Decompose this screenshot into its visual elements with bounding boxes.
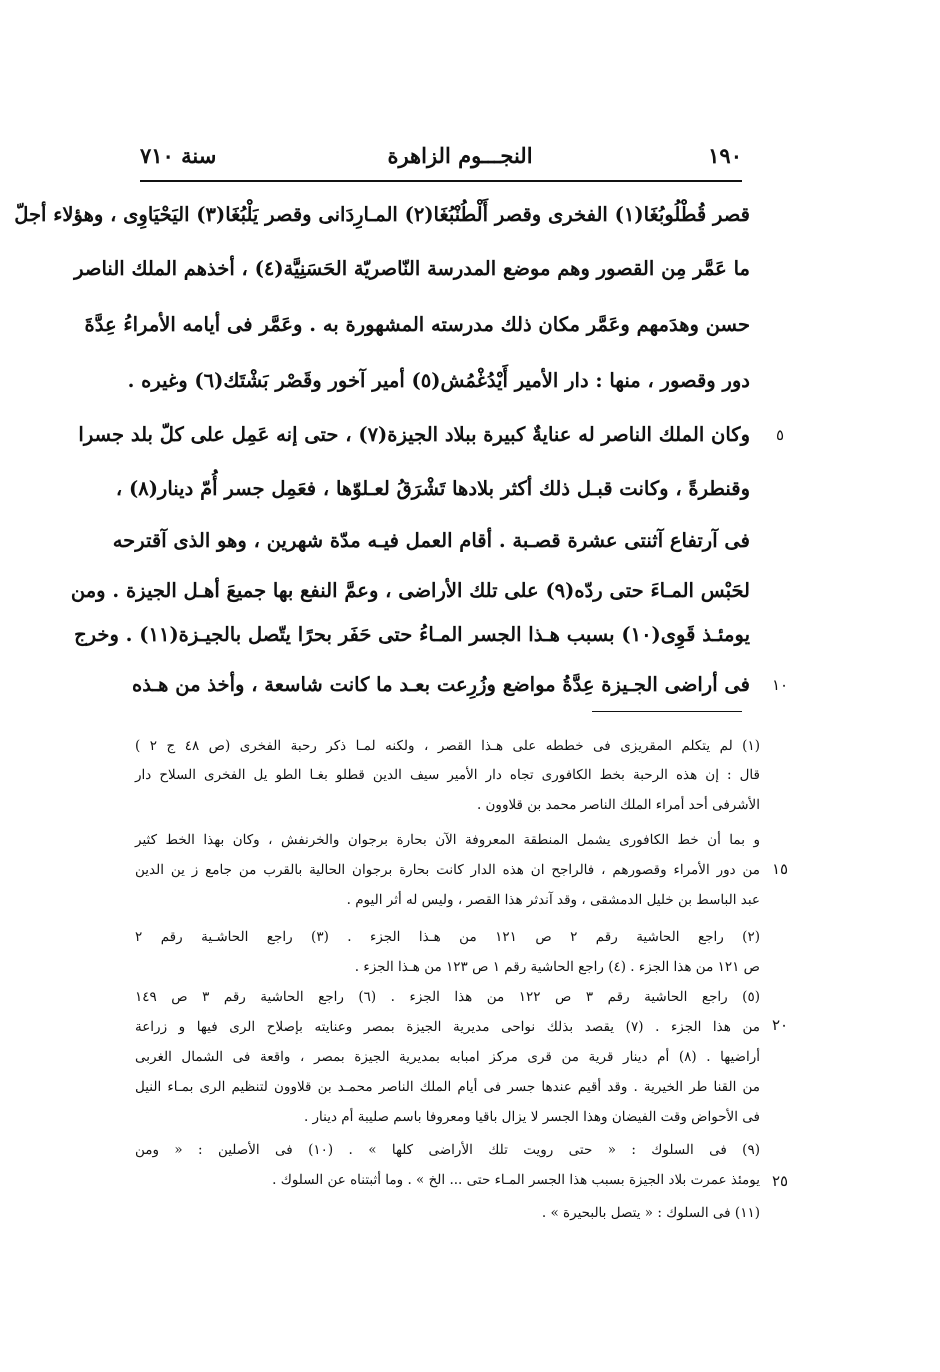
footnote-line: الأشرفى أحد أمراء الملك الناصر محمد بن قلاوون . [476, 797, 760, 813]
footnote-line: عبد الباسط بن خليل الدمشقى ، وقد آندثر هذا القصر ، وليس له أثر اليوم . [346, 892, 760, 908]
main-line: فى آرتفاع آثنتى عشرة قصـبة . أقام العمل فيـه مدّة شهرين ، وهو الذى آقترحه [112, 529, 750, 552]
line-number: ٥ [775, 426, 785, 444]
footnote-rule [592, 711, 742, 712]
footnote-line: من هذا الجزء . (٧) يقصد بذلك نواحى مديرية الجيزة بمصر وعنايته بإصلاح الرى فيها و زراعة [135, 1019, 760, 1035]
footnote-line: (٩) فى السلوك : « حتى رويت تلك الأراضى كلها » . (١٠) فى الأصلين : « ومن [135, 1142, 760, 1158]
main-line: دور وقصور ، منها : دار الأمير أَيْدُغْمُش(٥) أمير آخور وقَصْر بَشْتَك(٦) وغيره . [127, 369, 750, 392]
footnote-line: (١) لم يتكلم المقريزى فى خططه على هـذا القصر ، ولكنه لمـا ذكر رحبة الفخرى (ص ٤٨ ج ٢ ) [135, 738, 760, 754]
running-title: النجـــوم الزاهرة [387, 143, 533, 168]
footnote-line: من القنا طر الخيرية . وقد أقيم عندها جسر فى أيام الملك الناصر محمـد بن قلاوون لتنظيم الرى بمـاء النيل [135, 1079, 760, 1095]
page-number: ١٩٠ [708, 143, 742, 168]
main-line: وقنطرةً ، وكانت قبـل ذلك أكثر بلادها تَشْرَقُ لعـلوّها ، فعَمِل جسر أُمّ دينار(٨) ، [115, 477, 750, 500]
main-line: يومئـذ قَوِى(١٠) بسبب هـذا الجسر المـاءُ حتى حَفَر بحرًا يتّصل بالجيـزة(١١) . وخرج [74, 623, 750, 646]
footnote-line: (٥) راجع الحاشية رقم ٣ ص ١٢٢ من هذا الجزء . (٦) راجع الحاشية رقم ٣ ص ١٤٩ [135, 989, 760, 1005]
footnote-line: قال : إن هذه الرحبة بخط الكافورى تجاه دار الأمير سيف الدين قطلو بغـا الطو يل الفخرى السلاح دار [135, 767, 760, 783]
year-label: سنة ٧١٠ [140, 143, 217, 168]
footnote-line: من دور الأمراء وقصورهم ، فالراجح ان هذه الدار كانت بحارة برجوان الحالية بالقرب من جامع ز ين الدين [135, 862, 760, 878]
line-number: ٢٥ [771, 1172, 789, 1190]
header-rule [140, 180, 742, 182]
footnote-line: و بما أن خط الكافورى يشمل المنطقة المعروفة الآن بحارة برجوان والخرنفش ، وكان بهذا الخط كثير [135, 832, 760, 848]
footnote-line: ص ١٢١ من هذا الجزء . (٤) راجع الحاشية رقم ١ ص ١٢٣ من هـذا الجزء . [354, 959, 760, 975]
footnote-line: فى الأحواض وقت الفيضان وهذا الجسر لا يزال باقيا ومعروفا باسم صليبة أم دينار . [303, 1109, 760, 1125]
footnote-line: (١١) فى السلوك : « يتصل بالبحيرة » . [541, 1205, 760, 1221]
main-line: حسن وهدَمهم وعَمَّر مكان ذلك مدرسته المشهورة به . وعَمَّر فى أيامه الأمراءُ عِدَّةَ [84, 313, 750, 336]
main-line: فى أراضى الجـيزة عِدَّةُ مواضع وزُرِعت بعـد ما كانت شاسعة ، وأخذ من هـذه [131, 673, 750, 696]
main-line: ما عَمَّر مِن القصور وهم موضع المدرسة النّاصريّة الحَسَنِيَّة(٤) ، أخذهم الملك الناصر [74, 257, 750, 280]
line-number: ١٠ [771, 676, 789, 694]
footnote-line: أراضيها . (٨) أم دينار قرية من قرى مركز امبابه بمديرية الجيزة بمصر ، واقعة فى الشمال الغربى [135, 1049, 760, 1065]
line-number: ٢٠ [771, 1016, 789, 1034]
main-line: قصر قُطْلُوبُغَا(١) الفخرى وقصر أَلْطُنْبُغَا(٢) المـارِدَانى وقصر يَلْبُغَا(٣) اليَحْيَاوِى ، وهؤلاء أجلّ [14, 203, 750, 226]
footnote-line: (٢) راجع الحاشية رقم ٢ ص ١٢١ من هـذا الجزء . (٣) راجع الحاشـية رقم ٢ [135, 929, 760, 945]
footnote-line: يومئذ عمرت بلاد الجيزة بسبب هذا الجسر المـاء حتى ... الخ » . وما أثبتناه عن السلوك . [272, 1172, 760, 1188]
line-number: ١٥ [771, 860, 789, 878]
main-line: لحَبْس المـاءَ حتى ردّه(٩) على تلك الأراضى ، وعمَّ النفع بها جميعَ أهـل الجيزة . ومن [70, 579, 750, 602]
main-line: وكان الملك الناصر له عنايةٌ كبيرة ببلاد الجيزة(٧) ، حتى إنه عَمِل على كلّ بلد جسرا [78, 423, 750, 446]
